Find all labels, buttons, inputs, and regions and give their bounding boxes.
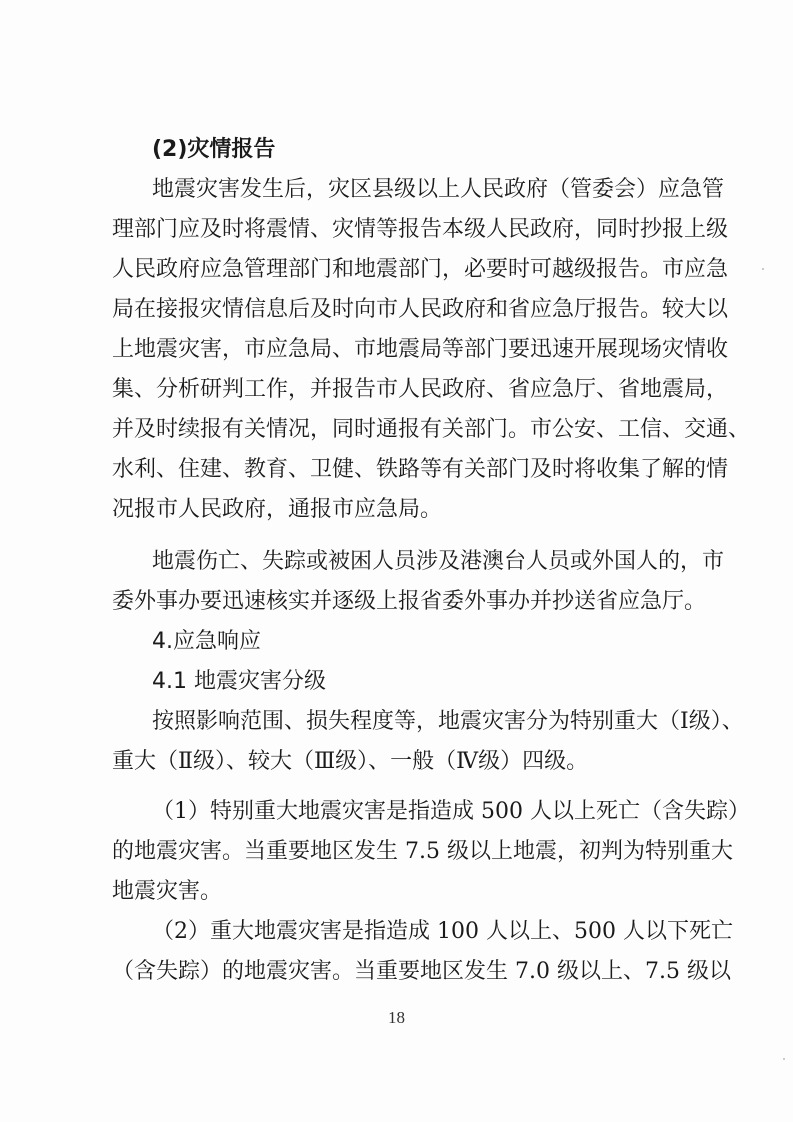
page-number: 18 [388, 1008, 405, 1027]
section-heading: (2)灾情报告 [152, 137, 276, 162]
paragraph-line: 水利、住建、教育、卫健、铁路等有关部门及时将收集了解的情 [112, 457, 729, 482]
paragraph-line: （1）特别重大地震灾害是指造成 500 人以上死亡（含失踪） [152, 799, 750, 824]
paragraph-line: 按照影响范围、损失程度等，地震灾害分为特别重大（Ⅰ级）、 [152, 709, 744, 734]
heading-4-1: 4.1 地震灾害分级 [152, 669, 326, 694]
paragraph-line: 地震灾害。 [112, 879, 223, 904]
paragraph-line: 理部门应及时将震情、灾情等报告本级人民政府，同时抄报上级 [112, 217, 729, 242]
paragraph-line: 委外事办要迅速核实并逐级上报省委外事办并抄送省应急厅。 [112, 589, 707, 614]
paragraph-line: 重大（Ⅱ级）、较大（Ⅲ级）、一般（Ⅳ级）四级。 [112, 749, 589, 774]
paragraph-line: 况报市人民政府，通报市应急局。 [112, 497, 443, 522]
paragraph-line: 的地震灾害。当重要地区发生 7.5 级以上地震，初判为特别重大 [112, 839, 733, 864]
paragraph-line: 局在接报灾情信息后及时向市人民政府和省应急厅报告。较大以 [112, 297, 729, 322]
paragraph-line: 地震灾害发生后，灾区县级以上人民政府（管委会）应急管 [152, 177, 725, 202]
paragraph-line: 上地震灾害，市应急局、市地震局等部门要迅速开展现场灾情收 [112, 337, 729, 362]
scan-speck [762, 268, 764, 270]
paragraph-line: 人民政府应急管理部门和地震部门，必要时可越级报告。市应急 [112, 257, 729, 282]
paragraph-line: 并及时续报有关情况，同时通报有关部门。市公安、工信、交通、 [112, 417, 751, 442]
paragraph-line: 地震伤亡、失踪或被困人员涉及港澳台人员或外国人的，市 [152, 549, 725, 574]
scan-speck [783, 1058, 785, 1060]
paragraph-line: （2）重大地震灾害是指造成 100 人以上、500 人以下死亡 [152, 919, 733, 944]
paragraph-line: （含失踪）的地震灾害。当重要地区发生 7.0 级以上、7.5 级以 [112, 959, 731, 984]
paragraph-line: 集、分析研判工作，并报告市人民政府、省应急厅、省地震局， [112, 377, 729, 402]
heading-4: 4.应急响应 [152, 629, 261, 654]
